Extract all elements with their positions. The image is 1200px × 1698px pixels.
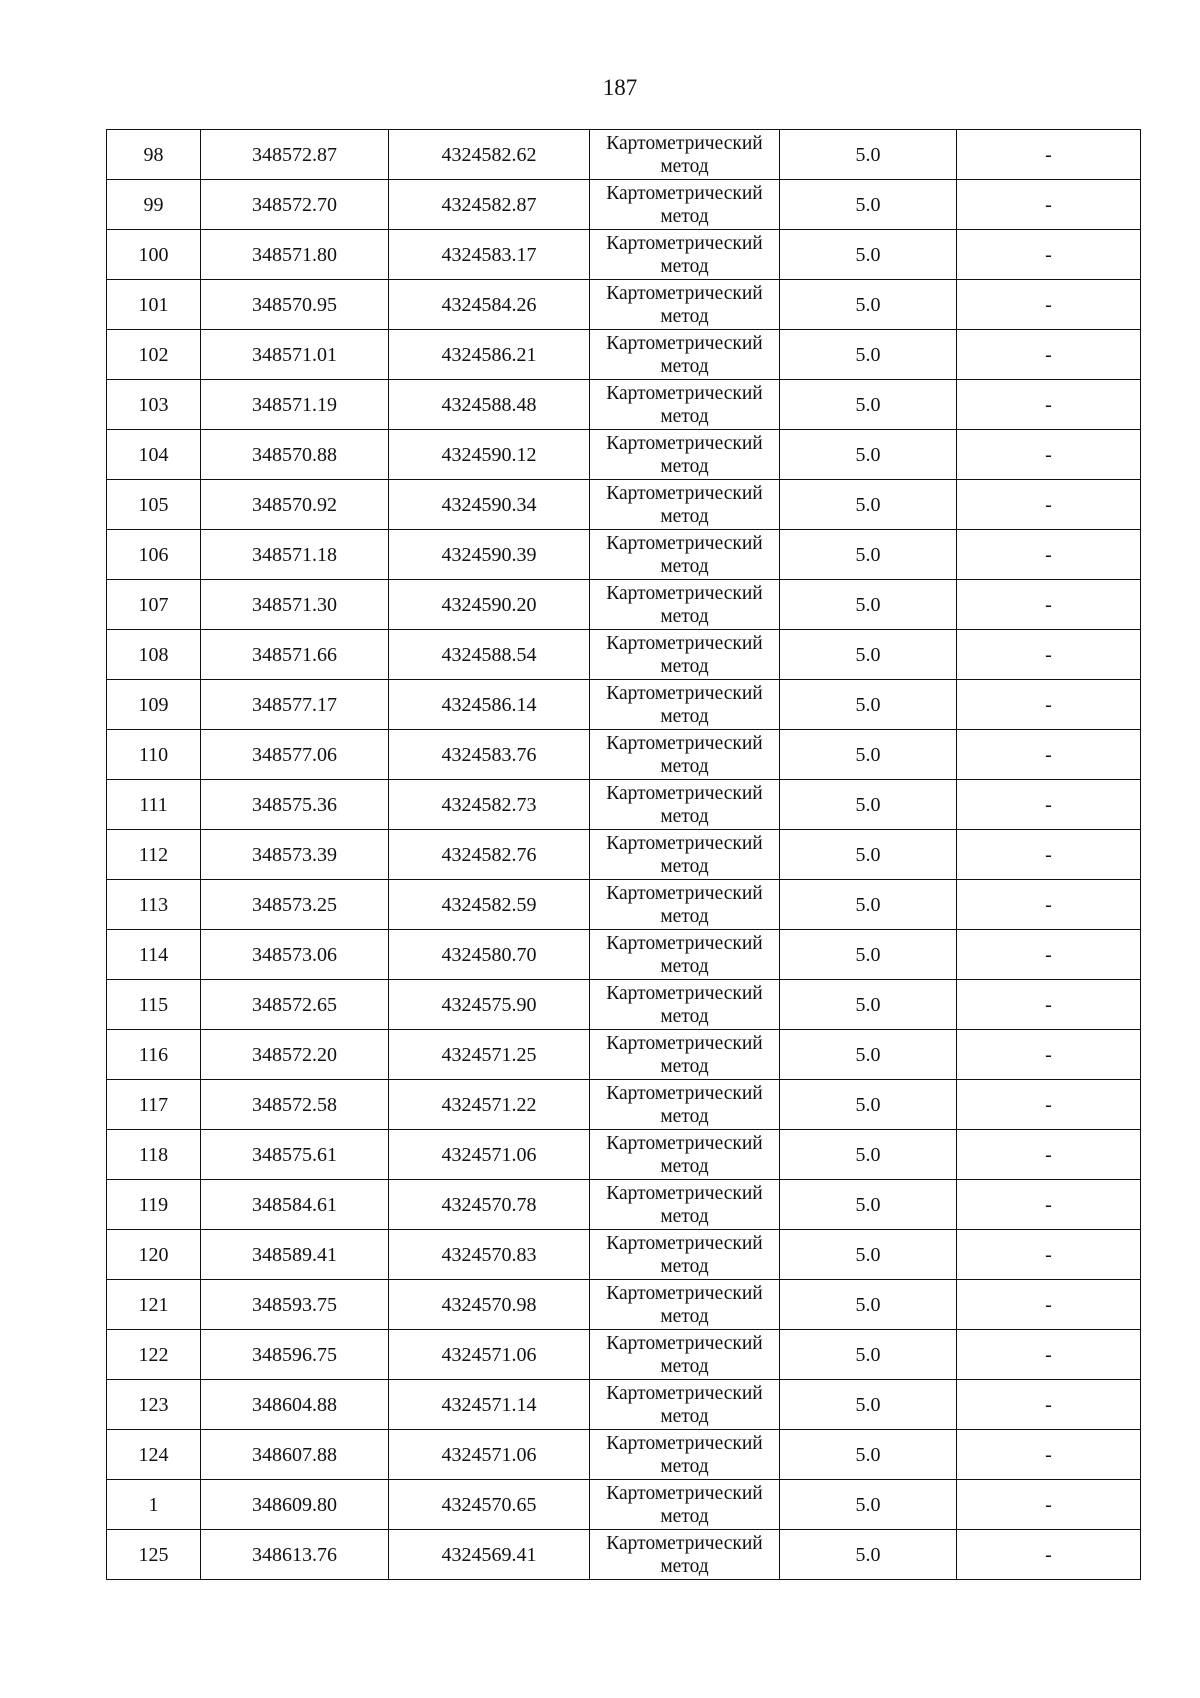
note-cell: -	[957, 830, 1141, 880]
method-line-2: метод	[660, 1005, 709, 1027]
accuracy-cell: 5.0	[780, 530, 957, 580]
point-number-cell: 122	[107, 1330, 201, 1380]
method-cell	[590, 930, 780, 980]
note-cell: -	[957, 380, 1141, 430]
y-coordinate-cell: 4324582.76	[389, 830, 590, 880]
method-line-2: метод	[660, 1555, 709, 1577]
method-line-1: Картометрический	[606, 532, 763, 554]
y-coordinate-cell: 4324586.14	[389, 680, 590, 730]
method-cell	[590, 480, 780, 530]
y-coordinate-cell: 4324570.83	[389, 1230, 590, 1280]
y-coordinate-cell: 4324588.48	[389, 380, 590, 430]
note-cell: -	[957, 330, 1141, 380]
method-line-2: метод	[660, 355, 709, 377]
method-cell	[590, 380, 780, 430]
method-cell	[590, 830, 780, 880]
method-cell	[590, 1230, 780, 1280]
accuracy-cell: 5.0	[780, 1030, 957, 1080]
accuracy-cell: 5.0	[780, 1130, 957, 1180]
method-line-2: метод	[660, 1105, 709, 1127]
method-line-2: метод	[660, 705, 709, 727]
accuracy-cell: 5.0	[780, 780, 957, 830]
y-coordinate-cell: 4324570.98	[389, 1280, 590, 1330]
method-cell	[590, 1380, 780, 1430]
accuracy-cell: 5.0	[780, 980, 957, 1030]
method-line-2: метод	[660, 1205, 709, 1227]
method-line-1: Картометрический	[606, 882, 763, 904]
table-row	[107, 730, 1141, 780]
accuracy-cell: 5.0	[780, 1180, 957, 1230]
x-coordinate-cell: 348572.65	[201, 980, 389, 1030]
point-number-cell: 118	[107, 1130, 201, 1180]
x-coordinate-cell: 348571.01	[201, 330, 389, 380]
method-line-1: Картометрический	[606, 232, 763, 254]
method-cell	[590, 1530, 780, 1580]
x-coordinate-cell: 348573.06	[201, 930, 389, 980]
table-row	[107, 580, 1141, 630]
y-coordinate-cell: 4324590.12	[389, 430, 590, 480]
note-cell: -	[957, 280, 1141, 330]
table-row	[107, 880, 1141, 930]
method-line-2: метод	[660, 1405, 709, 1427]
table-row	[107, 1230, 1141, 1280]
accuracy-cell: 5.0	[780, 1530, 957, 1580]
note-cell: -	[957, 880, 1141, 930]
method-line-1: Картометрический	[606, 432, 763, 454]
note-cell: -	[957, 1080, 1141, 1130]
accuracy-cell: 5.0	[780, 480, 957, 530]
method-cell	[590, 780, 780, 830]
point-number-cell: 103	[107, 380, 201, 430]
accuracy-cell: 5.0	[780, 730, 957, 780]
method-cell	[590, 430, 780, 480]
y-coordinate-cell: 4324586.21	[389, 330, 590, 380]
table-row	[107, 1180, 1141, 1230]
method-cell	[590, 330, 780, 380]
table-row	[107, 830, 1141, 880]
accuracy-cell: 5.0	[780, 930, 957, 980]
method-line-1: Картометрический	[606, 182, 763, 204]
x-coordinate-cell: 348584.61	[201, 1180, 389, 1230]
point-number-cell: 115	[107, 980, 201, 1030]
y-coordinate-cell: 4324571.22	[389, 1080, 590, 1130]
x-coordinate-cell: 348571.19	[201, 380, 389, 430]
note-cell: -	[957, 780, 1141, 830]
note-cell: -	[957, 1030, 1141, 1080]
method-line-2: метод	[660, 855, 709, 877]
note-cell: -	[957, 580, 1141, 630]
method-line-2: метод	[660, 555, 709, 577]
table-row	[107, 1030, 1141, 1080]
point-number-cell: 117	[107, 1080, 201, 1130]
x-coordinate-cell: 348609.80	[201, 1480, 389, 1530]
method-line-1: Картометрический	[606, 782, 763, 804]
note-cell: -	[957, 1430, 1141, 1480]
y-coordinate-cell: 4324590.20	[389, 580, 590, 630]
x-coordinate-cell: 348573.25	[201, 880, 389, 930]
note-cell: -	[957, 130, 1141, 180]
x-coordinate-cell: 348570.92	[201, 480, 389, 530]
table-row	[107, 230, 1141, 280]
x-coordinate-cell: 348571.66	[201, 630, 389, 680]
point-number-cell: 1	[107, 1480, 201, 1530]
method-cell	[590, 230, 780, 280]
method-cell	[590, 530, 780, 580]
method-cell	[590, 1080, 780, 1130]
method-cell	[590, 1430, 780, 1480]
coordinates-table-body	[107, 130, 1141, 1580]
note-cell: -	[957, 1180, 1141, 1230]
table-row	[107, 1380, 1141, 1430]
method-line-1: Картометрический	[606, 1382, 763, 1404]
point-number-cell: 102	[107, 330, 201, 380]
x-coordinate-cell: 348593.75	[201, 1280, 389, 1330]
method-line-1: Картометрический	[606, 732, 763, 754]
method-line-2: метод	[660, 1355, 709, 1377]
x-coordinate-cell: 348572.20	[201, 1030, 389, 1080]
note-cell: -	[957, 630, 1141, 680]
note-cell: -	[957, 1530, 1141, 1580]
coordinates-table	[106, 129, 1141, 1580]
accuracy-cell: 5.0	[780, 380, 957, 430]
method-cell	[590, 1180, 780, 1230]
method-line-2: метод	[660, 1155, 709, 1177]
accuracy-cell: 5.0	[780, 1430, 957, 1480]
accuracy-cell: 5.0	[780, 330, 957, 380]
y-coordinate-cell: 4324571.06	[389, 1130, 590, 1180]
method-line-1: Картометрический	[606, 982, 763, 1004]
method-line-1: Картометрический	[606, 1532, 763, 1554]
method-cell	[590, 1280, 780, 1330]
accuracy-cell: 5.0	[780, 630, 957, 680]
x-coordinate-cell: 348570.88	[201, 430, 389, 480]
y-coordinate-cell: 4324571.25	[389, 1030, 590, 1080]
point-number-cell: 124	[107, 1430, 201, 1480]
note-cell: -	[957, 230, 1141, 280]
y-coordinate-cell: 4324575.90	[389, 980, 590, 1030]
accuracy-cell: 5.0	[780, 1380, 957, 1430]
table-row	[107, 930, 1141, 980]
table-row	[107, 1080, 1141, 1130]
point-number-cell: 112	[107, 830, 201, 880]
method-line-2: метод	[660, 755, 709, 777]
y-coordinate-cell: 4324582.62	[389, 130, 590, 180]
method-line-1: Картометрический	[606, 682, 763, 704]
method-line-2: метод	[660, 205, 709, 227]
method-line-1: Картометрический	[606, 1032, 763, 1054]
method-cell	[590, 1480, 780, 1530]
method-cell	[590, 980, 780, 1030]
x-coordinate-cell: 348571.18	[201, 530, 389, 580]
note-cell: -	[957, 1280, 1141, 1330]
note-cell: -	[957, 1230, 1141, 1280]
accuracy-cell: 5.0	[780, 280, 957, 330]
y-coordinate-cell: 4324570.65	[389, 1480, 590, 1530]
point-number-cell: 120	[107, 1230, 201, 1280]
note-cell: -	[957, 1480, 1141, 1530]
method-cell	[590, 130, 780, 180]
y-coordinate-cell: 4324570.78	[389, 1180, 590, 1230]
accuracy-cell: 5.0	[780, 130, 957, 180]
method-line-2: метод	[660, 605, 709, 627]
table-row	[107, 630, 1141, 680]
point-number-cell: 125	[107, 1530, 201, 1580]
method-line-1: Картометрический	[606, 282, 763, 304]
method-line-2: метод	[660, 505, 709, 527]
table-row	[107, 330, 1141, 380]
method-cell	[590, 880, 780, 930]
point-number-cell: 108	[107, 630, 201, 680]
y-coordinate-cell: 4324590.39	[389, 530, 590, 580]
method-line-1: Картометрический	[606, 132, 763, 154]
method-cell	[590, 280, 780, 330]
y-coordinate-cell: 4324580.70	[389, 930, 590, 980]
method-line-2: метод	[660, 1305, 709, 1327]
note-cell: -	[957, 1130, 1141, 1180]
table-row	[107, 980, 1141, 1030]
method-line-1: Картометрический	[606, 1182, 763, 1204]
accuracy-cell: 5.0	[780, 1080, 957, 1130]
method-cell	[590, 580, 780, 630]
x-coordinate-cell: 348571.80	[201, 230, 389, 280]
table-row	[107, 280, 1141, 330]
method-line-1: Картометрический	[606, 482, 763, 504]
table-row	[107, 780, 1141, 830]
x-coordinate-cell: 348577.06	[201, 730, 389, 780]
method-line-2: метод	[660, 155, 709, 177]
y-coordinate-cell: 4324590.34	[389, 480, 590, 530]
y-coordinate-cell: 4324569.41	[389, 1530, 590, 1580]
method-line-2: метод	[660, 255, 709, 277]
note-cell: -	[957, 930, 1141, 980]
x-coordinate-cell: 348604.88	[201, 1380, 389, 1430]
accuracy-cell: 5.0	[780, 1480, 957, 1530]
note-cell: -	[957, 180, 1141, 230]
point-number-cell: 111	[107, 780, 201, 830]
y-coordinate-cell: 4324571.06	[389, 1430, 590, 1480]
y-coordinate-cell: 4324582.87	[389, 180, 590, 230]
method-line-1: Картометрический	[606, 382, 763, 404]
table-row	[107, 1330, 1141, 1380]
method-line-2: метод	[660, 1455, 709, 1477]
x-coordinate-cell: 348589.41	[201, 1230, 389, 1280]
point-number-cell: 110	[107, 730, 201, 780]
y-coordinate-cell: 4324583.76	[389, 730, 590, 780]
accuracy-cell: 5.0	[780, 1230, 957, 1280]
method-line-2: метод	[660, 805, 709, 827]
table-row	[107, 530, 1141, 580]
point-number-cell: 121	[107, 1280, 201, 1330]
y-coordinate-cell: 4324584.26	[389, 280, 590, 330]
note-cell: -	[957, 530, 1141, 580]
accuracy-cell: 5.0	[780, 680, 957, 730]
point-number-cell: 101	[107, 280, 201, 330]
table-row	[107, 430, 1141, 480]
method-line-1: Картометрический	[606, 1332, 763, 1354]
x-coordinate-cell: 348572.87	[201, 130, 389, 180]
table-row	[107, 380, 1141, 430]
note-cell: -	[957, 1330, 1141, 1380]
method-cell	[590, 180, 780, 230]
y-coordinate-cell: 4324582.73	[389, 780, 590, 830]
y-coordinate-cell: 4324571.14	[389, 1380, 590, 1430]
method-line-1: Картометрический	[606, 1482, 763, 1504]
accuracy-cell: 5.0	[780, 580, 957, 630]
point-number-cell: 116	[107, 1030, 201, 1080]
note-cell: -	[957, 730, 1141, 780]
x-coordinate-cell: 348573.39	[201, 830, 389, 880]
method-line-1: Картометрический	[606, 582, 763, 604]
x-coordinate-cell: 348572.58	[201, 1080, 389, 1130]
point-number-cell: 100	[107, 230, 201, 280]
page-number: 187	[602, 75, 638, 100]
x-coordinate-cell: 348570.95	[201, 280, 389, 330]
method-cell	[590, 1030, 780, 1080]
x-coordinate-cell: 348607.88	[201, 1430, 389, 1480]
table-row	[107, 480, 1141, 530]
accuracy-cell: 5.0	[780, 180, 957, 230]
note-cell: -	[957, 680, 1141, 730]
x-coordinate-cell: 348571.30	[201, 580, 389, 630]
method-line-2: метод	[660, 1505, 709, 1527]
x-coordinate-cell: 348596.75	[201, 1330, 389, 1380]
point-number-cell: 106	[107, 530, 201, 580]
y-coordinate-cell: 4324582.59	[389, 880, 590, 930]
x-coordinate-cell: 348613.76	[201, 1530, 389, 1580]
table-row	[107, 680, 1141, 730]
method-line-1: Картометрический	[606, 1082, 763, 1104]
method-line-1: Картометрический	[606, 932, 763, 954]
point-number-cell: 119	[107, 1180, 201, 1230]
method-line-2: метод	[660, 655, 709, 677]
x-coordinate-cell: 348575.36	[201, 780, 389, 830]
note-cell: -	[957, 1380, 1141, 1430]
method-line-2: метод	[660, 305, 709, 327]
table-row	[107, 1480, 1141, 1530]
method-line-1: Картометрический	[606, 1132, 763, 1154]
table-row	[107, 1430, 1141, 1480]
point-number-cell: 114	[107, 930, 201, 980]
method-line-2: метод	[660, 405, 709, 427]
table-row	[107, 180, 1141, 230]
point-number-cell: 105	[107, 480, 201, 530]
method-line-2: метод	[660, 955, 709, 977]
method-line-2: метод	[660, 905, 709, 927]
point-number-cell: 123	[107, 1380, 201, 1430]
note-cell: -	[957, 980, 1141, 1030]
method-cell	[590, 730, 780, 780]
y-coordinate-cell: 4324571.06	[389, 1330, 590, 1380]
table-row	[107, 1530, 1141, 1580]
note-cell: -	[957, 430, 1141, 480]
method-cell	[590, 1130, 780, 1180]
table-row	[107, 1280, 1141, 1330]
x-coordinate-cell: 348572.70	[201, 180, 389, 230]
method-line-2: метод	[660, 1055, 709, 1077]
y-coordinate-cell: 4324588.54	[389, 630, 590, 680]
table-row	[107, 130, 1141, 180]
method-line-1: Картометрический	[606, 332, 763, 354]
accuracy-cell: 5.0	[780, 1330, 957, 1380]
accuracy-cell: 5.0	[780, 1280, 957, 1330]
method-line-1: Картометрический	[606, 1282, 763, 1304]
accuracy-cell: 5.0	[780, 430, 957, 480]
point-number-cell: 98	[107, 130, 201, 180]
table-row	[107, 1130, 1141, 1180]
accuracy-cell: 5.0	[780, 230, 957, 280]
point-number-cell: 107	[107, 580, 201, 630]
y-coordinate-cell: 4324583.17	[389, 230, 590, 280]
point-number-cell: 113	[107, 880, 201, 930]
point-number-cell: 104	[107, 430, 201, 480]
method-cell	[590, 680, 780, 730]
x-coordinate-cell: 348577.17	[201, 680, 389, 730]
accuracy-cell: 5.0	[780, 880, 957, 930]
accuracy-cell: 5.0	[780, 830, 957, 880]
method-cell	[590, 630, 780, 680]
method-cell	[590, 1330, 780, 1380]
point-number-cell: 99	[107, 180, 201, 230]
method-line-1: Картометрический	[606, 632, 763, 654]
note-cell: -	[957, 480, 1141, 530]
method-line-1: Картометрический	[606, 832, 763, 854]
method-line-1: Картометрический	[606, 1232, 763, 1254]
method-line-2: метод	[660, 455, 709, 477]
method-line-1: Картометрический	[606, 1432, 763, 1454]
method-line-2: метод	[660, 1255, 709, 1277]
x-coordinate-cell: 348575.61	[201, 1130, 389, 1180]
point-number-cell: 109	[107, 680, 201, 730]
